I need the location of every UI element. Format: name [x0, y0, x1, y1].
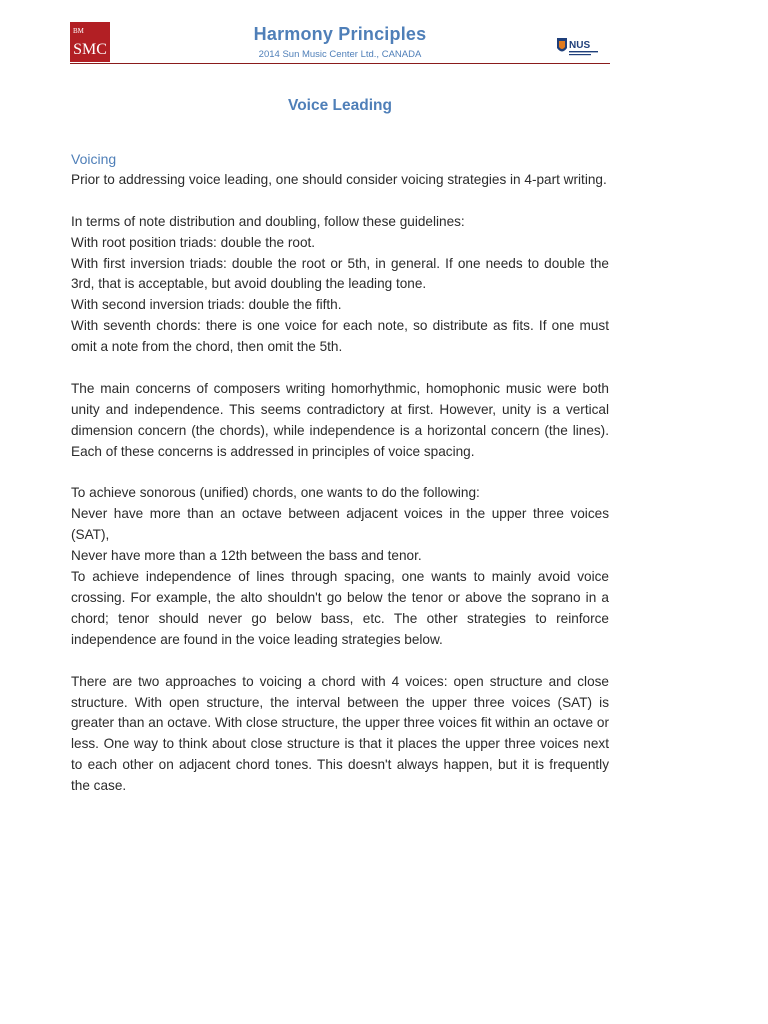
paragraph: There are two approaches to voicing a chord with 4 voices: open structure and close structure. With open structure, the interval between the upper three voices (SAT) is greater than an octave. With close structure, the upper three voices fit within an octave or less. One way to think about close structure is that it places the upper three voices next to each other on adjacent chord tones. This doesn't always happen, but it is frequently the case.: [71, 673, 609, 794]
svg-text:BM: BM: [73, 27, 84, 35]
section-heading-voicing: Voicing: [71, 151, 117, 167]
paragraph: With seventh chords: there is one voice for each note, so distribute as fits. If one must omit a note from the chord, then omit the 5th.: [71, 318, 609, 355]
paragraph: In terms of note distribution and doubling, follow these guidelines:: [71, 213, 465, 229]
paragraph: With first inversion triads: double the root or 5th, in general. If one needs to double the 3rd, that is acceptable, but avoid doubling the leading tone.: [71, 255, 609, 292]
header-title: Harmony Principles: [253, 24, 427, 44]
paragraph: To achieve independence of lines through spacing, one wants to mainly avoid voice crossing. For example, the alto shouldn't go below the tenor or above the soprano in a chord; tenor should never go below bass, etc. The other strategies to reinforce independence are found in the voice leading strategies below.: [71, 569, 609, 647]
paragraph-gap: [71, 358, 609, 379]
paragraph: Prior to addressing voice leading, one should consider voicing strategies in 4-part writing.: [71, 171, 607, 187]
nus-logo-icon: [556, 36, 600, 58]
paragraph: Never have more than an octave between adjacent voices in the upper three voices (SAT),: [71, 506, 609, 543]
page-header: [70, 20, 610, 64]
paragraph: With root position triads: double the root.: [71, 234, 316, 250]
document-title: Voice Leading: [288, 97, 392, 114]
paragraph: Never have more than a 12th between the bass and tenor.: [71, 548, 422, 564]
paragraph: With second inversion triads: double the fifth.: [71, 297, 342, 313]
paragraph-gap: [71, 463, 609, 484]
paragraph-gap: [71, 651, 609, 672]
paragraph-gap: [71, 191, 609, 212]
header-subtitle: 2014 Sun Music Center Ltd., CANADA: [258, 49, 422, 60]
svg-text:SMC: SMC: [73, 41, 107, 58]
paragraph: The main concerns of composers writing homorhythmic, homophonic music were both unity and independence. This seems contradictory at first. However, unity is a vertical dimension concern (the chords), while independence is a horizontal concern (the lines). Each of these concerns is addressed in principles of voice spacing.: [71, 380, 609, 459]
document-body: [71, 149, 609, 797]
paragraph: To achieve sonorous (unified) chords, one wants to do the following:: [71, 485, 480, 501]
svg-text:NUS: NUS: [569, 40, 591, 51]
